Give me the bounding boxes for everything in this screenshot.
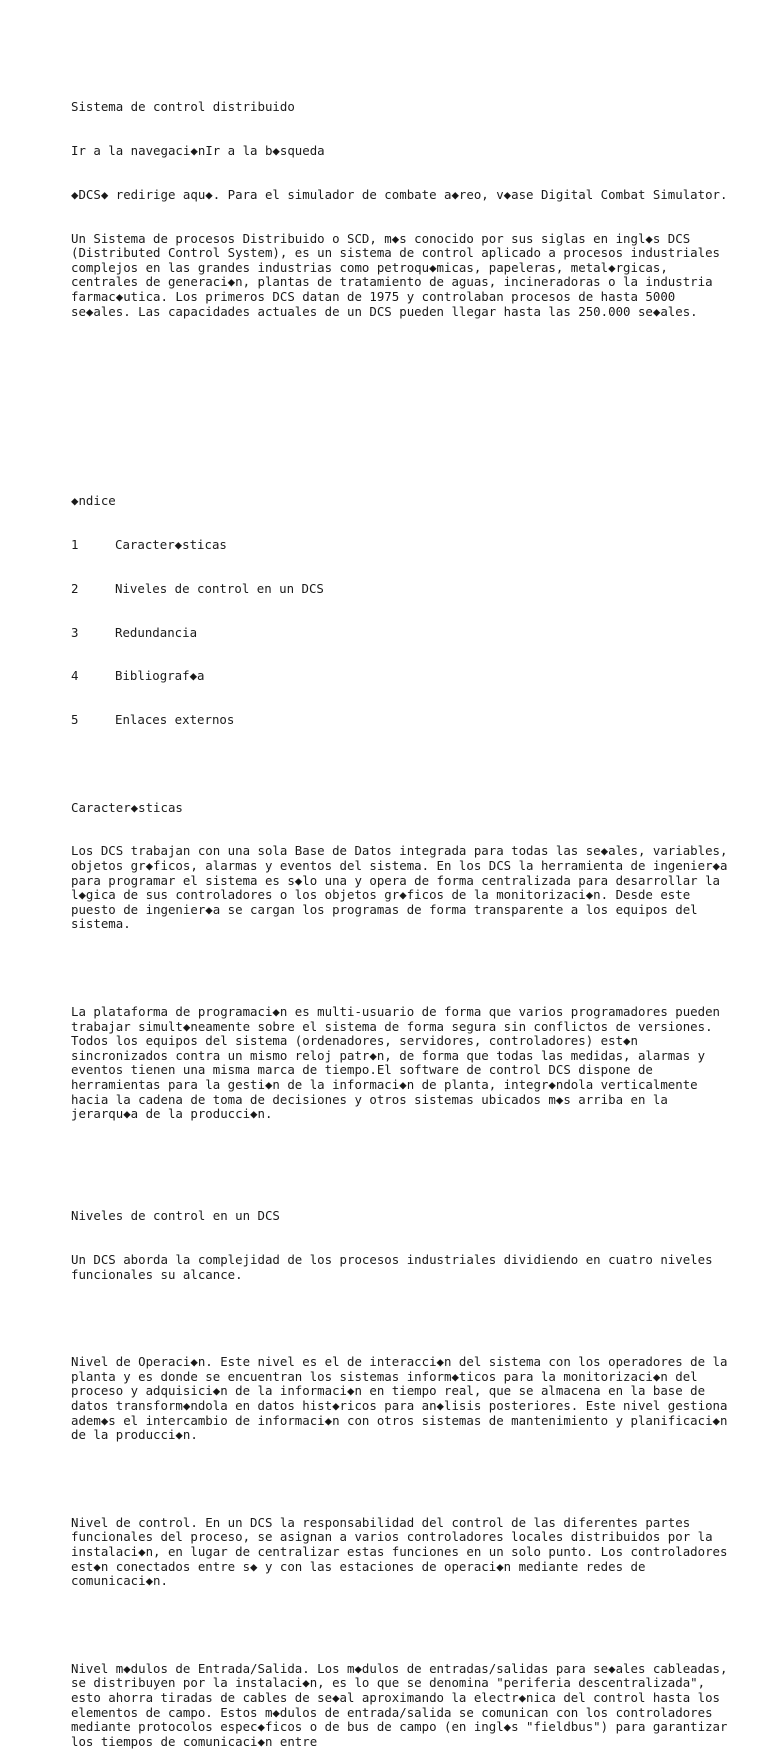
toc-item-number: 1 [71,537,79,552]
toc-item[interactable] [71,538,731,553]
toc-item-number: 5 [71,712,79,728]
caracteristicas-paragraph-2: La plataforma de programaci◆n es multi-usuario de forma que varios programadores pueden trabajar simult◆neamente sobre el sistema de forma segura sin conflictos de versiones. Todos los equipos del sistema (ordenadores, servidores, controladores) est◆n sincronizados contra un mismo reloj patr◆n, de forma que todas las medidas, alarmas y eventos tienen una misma marca de tiempo.El software de control DCS dispone de herramientas para la gesti◆n de la informaci◆n de planta, integr◆ndola verticalmente hacia la cadena de toma de decisiones y otros sistemas ubicados m◆s arriba en la jerarqu◆a de la producci◆n. [71,1004,728,1122]
spacer [71,363,731,378]
toc-item-label[interactable]: Niveles de control en un DCS [115,580,324,596]
nav-links[interactable]: Ir a la navegaci◆nIr a la b◆squeda [71,142,325,158]
toc-item-number: 4 [71,668,79,684]
toc-heading: ◆ndice [71,493,116,509]
section-heading-caracteristicas: Caracter◆sticas [71,799,183,815]
table-of-contents [71,465,731,757]
toc-item-label[interactable]: Caracter◆sticas [115,537,227,552]
toc-item[interactable] [71,713,731,728]
toc-item-label[interactable]: Redundancia [115,624,198,640]
caracteristicas-paragraph-1: Los DCS trabajan con una sola Base de Datos integrada para todas las se◆ales, variables, objetos gr◆ficos, alarmas y eventos del sistema. En los DCS la herramienta de ingenier◆a para programar el sistema es s◆lo una y opera de forma centralizada para desarrollar la l◆gica de sus controladores o los objetos gr◆ficos de la monitorizaci◆n. Desde este puesto de ingenier◆a se cargan los programas de forma transparente a los equipos del sistema. [71,843,735,932]
redirect-note: ◆DCS◆ redirige aqu◆. Para el simulador de combate a◆reo, v◆ase Digital Combat Simulator. [71,186,728,202]
toc-item-number: 2 [71,580,79,596]
page-title: Sistema de control distribuido [71,99,295,115]
spacer [71,1311,731,1326]
spacer [71,407,731,422]
toc-item-label[interactable]: Enlaces externos [115,712,235,728]
toc-item[interactable] [71,669,731,684]
nivel-control-paragraph: Nivel de control. En un DCS la responsabilidad del control de las diferentes partes funcionales del proceso, se asignan a varios controladores locales distribuidos por la instalaci◆n, en lugar de centralizar estas funciones en un solo punto. Los controladores est◆n conectados entre s◆ y con las estaciones de operaci◆n mediante redes de comunicaci◆n. [71,1514,735,1589]
spacer [71,961,731,976]
toc-item-label[interactable]: Bibliograf◆a [115,668,205,684]
intro-paragraph: Un Sistema de procesos Distribuido o SCD, m◆s conocido por sus siglas en ingl◆s DCS (Distributed Control System), es un sistema de control aplicado a procesos industriales complejos en las grandes industrias como petroqu◆micas, papeleras, metal◆rgicas, centrales de generaci◆n, plantas de tratamiento de aguas, incineradoras o la industria farmac◆utica. Los primeros DCS datan de 1975 y controlaban procesos de hasta 5000 se◆ales. Las capacidades actuales de un DCS pueden llegar hasta las 250.000 se◆ales. [71,230,728,319]
toc-item[interactable] [71,626,731,641]
nivel-operacion-paragraph: Nivel de Operaci◆n. Este nivel es el de interacci◆n del sistema con los operadores de la planta y es donde se encuentran los sistemas inform◆ticos para la monitorizaci◆n del proceso y adquisici◆n de la informaci◆n en tiempo real, que se almacena en la base de datos transform◆ndola en datos hist◆ricos para an◆lisis posteriores. Este nivel gestiona adem◆s el intercambio de informaci◆n con otros sistemas de mantenimiento y planificaci◆n de la producci◆n. [71,1354,735,1443]
section-heading-niveles: Niveles de control en un DCS [71,1208,280,1224]
toc-item-number: 3 [71,624,79,640]
spacer [71,1472,731,1487]
document-page [71,71,735,1764]
toc-item[interactable] [71,582,731,597]
niveles-intro-paragraph: Un DCS aborda la complejidad de los procesos industriales dividiendo en cuatro niveles funcionales su alcance. [71,1252,721,1282]
nivel-modulos-paragraph: Nivel m◆dulos de Entrada/Salida. Los m◆dulos de entradas/salidas para se◆ales cableadas, se distribuyen por la instalaci◆n, es lo que se denomina "periferia descentralizada", esto ahorra tiradas de cables de se◆al aproximando la electr◆nica del control hasta los elementos de campo. Estos m◆dulos de entrada/salida se comunican con los controladores mediante protocolos espec◆ficos o de bus de campo (en ingl◆s "fieldbus") para garantizar los tiempos de comunicaci◆n entre [71,1660,735,1749]
spacer [71,1618,731,1633]
spacer [71,1151,731,1166]
